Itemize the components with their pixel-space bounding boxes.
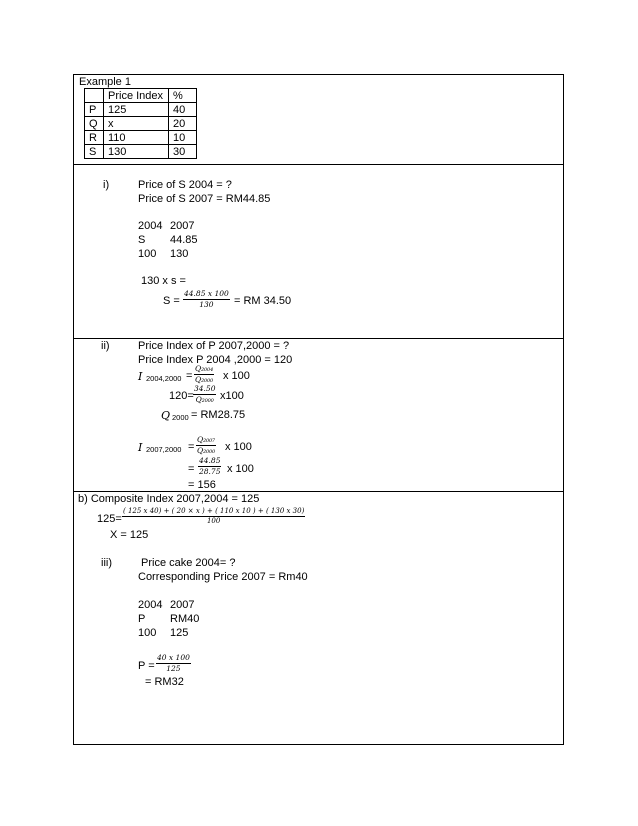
part-i-year-2004: 2004: [138, 220, 163, 232]
part-ii-f4-I: I: [138, 441, 143, 454]
fraction-numerator: ( 125 x 40) + ( 20 × x ) + ( 110 x 10 ) + ( 130 x 30): [123, 507, 305, 515]
part-b-fraction: [122, 508, 305, 525]
section-divider-3: [73, 491, 564, 492]
table-cell: 10: [169, 131, 197, 145]
part-i-result: = RM 34.50: [234, 295, 292, 307]
table-row: [85, 131, 197, 145]
table-header-row: [85, 89, 197, 103]
part-i-label: i): [103, 179, 110, 191]
table-cell: P: [85, 103, 104, 117]
part-ii-f3-result: = RM28.75: [191, 409, 246, 421]
part-i-year-2007: 2007: [170, 220, 195, 232]
table-header-cell: [85, 89, 104, 103]
fraction-numerator: Q₂₀₀₇: [197, 435, 216, 444]
part-iii-fraction: [156, 654, 191, 672]
part-ii-given: Price Index P 2004 ,2000 = 120: [138, 354, 293, 366]
part-i-s-value: 44.85: [170, 234, 198, 246]
part-ii-f5-eq: =: [188, 463, 195, 475]
part-ii-f1-I: I: [138, 370, 143, 383]
fraction-numerator: 44.85: [199, 456, 221, 465]
part-b-lhs: 125=: [97, 513, 122, 525]
part-ii-f1-x100: x 100: [223, 370, 250, 382]
table-cell: 30: [169, 145, 197, 159]
table-cell: 110: [104, 131, 169, 145]
table-cell: S: [85, 145, 104, 159]
part-iii-given: Corresponding Price 2007 = Rm40: [138, 571, 308, 583]
table-cell: 130: [104, 145, 169, 159]
part-ii-f4-eq: =: [188, 441, 195, 453]
part-ii-f2-fraction: [193, 385, 216, 403]
fraction-denominator: Q₂₀₀₀: [195, 374, 214, 384]
table-row: [85, 117, 197, 131]
part-iii-year-2004: 2004: [138, 599, 163, 611]
part-ii-f3-sub: 2000: [172, 413, 189, 422]
part-ii-f1-fraction: [194, 365, 214, 383]
part-ii-question: Price Index of P 2007,2000 = ?: [138, 340, 290, 352]
table-cell: 40: [169, 103, 197, 117]
fraction-numerator: 40 x 100: [157, 653, 190, 662]
table-row: [85, 145, 197, 159]
part-iii-p-label: P: [138, 613, 146, 625]
section-divider-2: [73, 338, 564, 339]
table-cell: x: [104, 117, 169, 131]
fraction-denominator: 125: [166, 663, 181, 673]
fraction-numerator: 44.85 x 100: [184, 289, 229, 298]
part-ii-f5-fraction: [198, 457, 221, 475]
part-iii-result: = RM32: [145, 676, 184, 688]
part-i-130: 130: [170, 248, 189, 260]
part-ii-f1-sub: 2004,2000: [146, 374, 182, 383]
section-divider-1: [73, 164, 564, 165]
part-i-s-lhs: S =: [163, 295, 180, 307]
fraction-denominator: Q₂₀₀₀: [195, 394, 214, 404]
table-cell: Q: [85, 117, 104, 131]
part-i-fraction: [183, 290, 230, 308]
fraction-numerator: Q₂₀₀₄: [195, 364, 214, 373]
part-ii-f4-fraction: [196, 436, 216, 454]
part-i-100: 100: [138, 248, 157, 260]
part-iii-125: 125: [170, 627, 189, 639]
part-ii-f4-x100: x 100: [225, 441, 252, 453]
part-ii-f5-x100: x 100: [227, 463, 254, 475]
table-header-cell: %: [169, 89, 197, 103]
price-index-table: [84, 88, 197, 159]
part-iii-label: iii): [101, 557, 112, 569]
part-i-s-label: S: [138, 234, 146, 246]
part-iii-p-lhs: P =: [138, 660, 155, 672]
part-b-title: b) Composite Index 2007,2004 = 125: [78, 493, 260, 505]
part-ii-f4-sub: 2007,2000: [146, 445, 182, 454]
part-i-equation-1: 130 x s =: [141, 275, 186, 287]
part-ii-result: = 156: [188, 479, 216, 491]
frame-right-border: [563, 74, 564, 745]
part-iii-100: 100: [138, 627, 157, 639]
fraction-denominator: 28.75: [199, 466, 221, 476]
frame-left-border: [73, 74, 74, 745]
fraction-denominator: 130: [199, 299, 214, 309]
fraction-denominator: 100: [206, 517, 221, 525]
frame-bottom-border: [73, 744, 564, 745]
part-ii-f2-lhs: 120=: [169, 390, 194, 402]
table-cell: 125: [104, 103, 169, 117]
part-iii-year-2007: 2007: [170, 599, 195, 611]
part-ii-f2-x100: x100: [220, 390, 244, 402]
fraction-denominator: Q₂₀₀₀: [197, 445, 216, 455]
frame-top-border: [73, 74, 564, 75]
table-row: [85, 103, 197, 117]
part-iii-p-value: RM40: [170, 613, 200, 625]
part-ii-f1-eq: =: [186, 370, 193, 382]
table-cell: R: [85, 131, 104, 145]
fraction-numerator: 34.50: [194, 384, 216, 393]
part-i-given: Price of S 2007 = RM44.85: [138, 193, 271, 205]
table-header-cell: Price Index: [104, 89, 169, 103]
part-iii-question: Price cake 2004= ?: [141, 557, 236, 569]
part-ii-f3-Q: Q: [161, 409, 171, 422]
part-i-question: Price of S 2004 = ?: [138, 179, 232, 191]
table-cell: 20: [169, 117, 197, 131]
example-title: Example 1: [79, 76, 131, 88]
part-ii-label: ii): [101, 340, 110, 352]
part-b-result: X = 125: [110, 529, 149, 541]
